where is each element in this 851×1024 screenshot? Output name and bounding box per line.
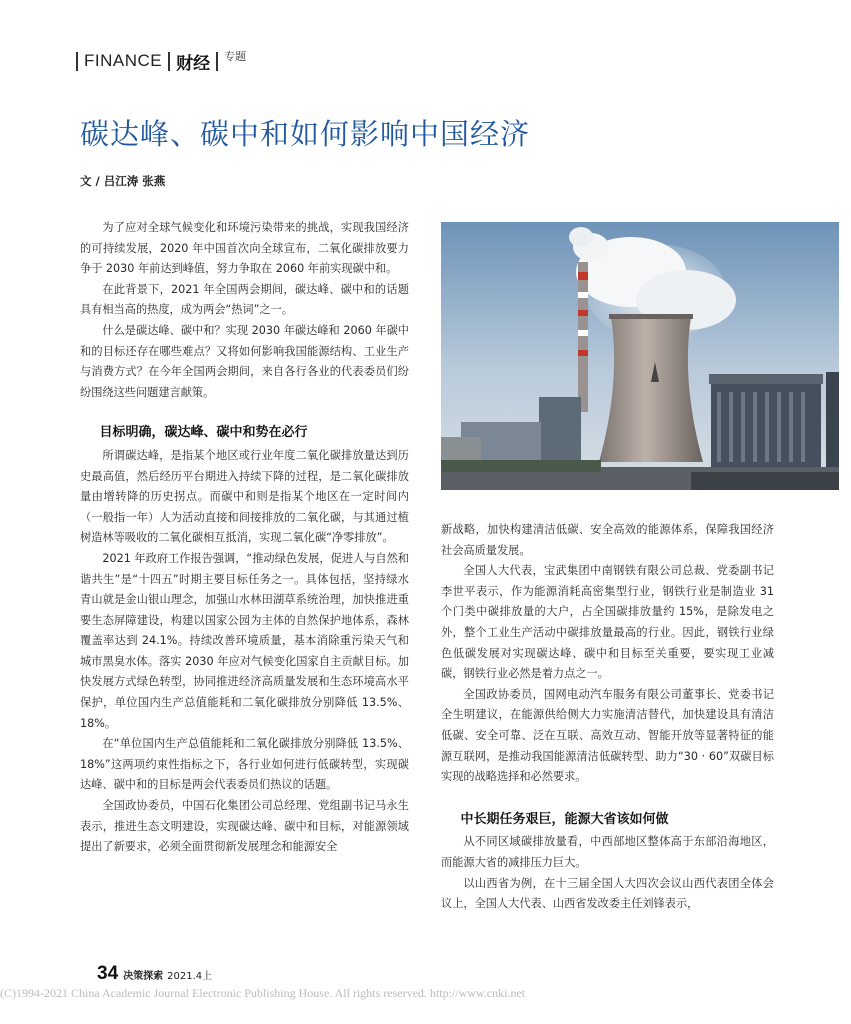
paragraph: 在此背景下，2021 年全国两会期间，碳达峰、碳中和的话题具有相当高的热度，成为两会“热词”之一。 [80,282,409,317]
page-footer [97,963,212,985]
paragraph: 以山西省为例，在十三届全国人大四次会议山西代表团全体会议上，全国人大代表、山西省发改委主任刘锋表示， [441,876,774,911]
power-plant-photo [441,222,839,490]
paragraph: 2021 年政府工作报告强调，“推动绿色发展，促进人与自然和谐共生”是“十四五”时期主要目标任务之一。具体包括，坚持绿水青山就是金山银山理念，加强山水林田湖草系统治理，加快推进重要生态屏障建设，构建以国家公园为主体的自然保护地体系，森林覆盖率达到 24.1%。持续改善环境质量，基本消除重污染天气和城市黑臭水体。落实 2030 年应对气候变化国家自主贡献目标。加快发展方式绿色转型，协同推进经济高质量发展和生态环境高水平保护，单位国内生产总值能耗和二氧化碳排放分别降低 13.5%、18%。 [80,551,409,730]
issue-label: 2021.4上 [167,971,213,982]
paragraph: 什么是碳达峰、碳中和？实现 2030 年碳达峰和 2060 年碳中和的目标还存在哪些难点？又将如何影响我国能源结构、工业生产与消费方式？在今年全国两会期间，来自各行各业的代表委员们纷纷围绕这些问题建言献策。 [80,323,409,399]
magazine-name: 决策探索 [123,971,164,982]
divider [216,52,218,71]
section-heading: 目标明确，碳达峰、碳中和势在必行 [99,425,308,441]
page-number: 34 [97,963,119,984]
section-header [70,50,246,72]
section-label-cn: 财经 [176,53,211,74]
section-tag: 专题 [224,50,247,63]
copyright-watermark: (C)1994-2021 China Academic Journal Electronic Publishing House. All rights reserved. http://www.cnki.net [0,986,526,1000]
paragraph: 在“单位国内生产总值能耗和二氧化碳排放分别降低 13.5%、18%”这两项约束性指标之下，各行业如何进行低碳转型，实现碳达峰、碳中和的目标是两会代表委员们热议的话题。 [80,737,409,792]
paragraph: 从不同区域碳排放量看，中西部地区整体高于东部沿海地区，而能源大省的减排压力巨大。 [441,835,774,869]
section-label-en: FINANCE [84,51,163,70]
article-title: 碳达峰、碳中和如何影响中国经济 [80,117,531,151]
divider [168,52,170,71]
paragraph: 新战略，加快构建清洁低碳、安全高效的能源体系，保障我国经济社会高质量发展。 [441,523,774,557]
paragraph: 为了应对全球气候变化和环境污染带来的挑战，实现我国经济的可持续发展，2020 年中国首次向全球宣布，二氧化碳排放要力争于 2030 年前达到峰值，努力争取在 2060 年前实现碳中和。 [80,221,409,276]
section-heading: 中长期任务艰巨，能源大省该如何做 [460,811,669,827]
divider [76,52,78,71]
byline: 文 / 吕江涛 张燕 [80,174,166,188]
paragraph: 所谓碳达峰，是指某个地区或行业年度二氧化碳排放量达到历史最高值，然后经历平台期进入持续下降的过程，是二氧化碳排放量由增转降的历史拐点。而碳中和则是指某个地区在一定时间内（一般指一年）人为活动直接和间接排放的二氧化碳，与其通过植树造林等吸收的二氧化碳相互抵消，实现二氧化碳“净零排放”。 [80,448,409,545]
left-column [80,218,409,858]
paragraph: 全国政协委员，中国石化集团公司总经理、党组副书记马永生表示，推进生态文明建设，实现碳达峰、碳中和目标，对能源领域提出了新要求，必须全面贯彻新发展理念和能源安全 [80,799,409,854]
paragraph: 全国政协委员，国网电动汽车服务有限公司董事长、党委书记全生明建议，在能源供给侧大力实施清洁替代，加快建设具有清洁低碳、安全可靠、泛在互联、高效互动、智能开放等显著特征的能源互联网，是推动我国能源清洁低碳转型、助力“30 · 60”双碳目标实现的战略选择和必然要求。 [441,687,774,784]
right-column [441,520,774,915]
paragraph: 全国人大代表，宝武集团中南钢铁有限公司总裁、党委副书记李世平表示，作为能源消耗高密集型行业，钢铁行业是制造业 31 个门类中碳排放量的大户，占全国碳排放量约 15%，是除发电之外，整个工业生产活动中碳排放量最高的行业。因此，钢铁行业绿色低碳发展对实现碳达峰、碳中和目标至关重要，要实现工业减碳，钢铁行业必然是着力点之一。 [441,564,774,681]
